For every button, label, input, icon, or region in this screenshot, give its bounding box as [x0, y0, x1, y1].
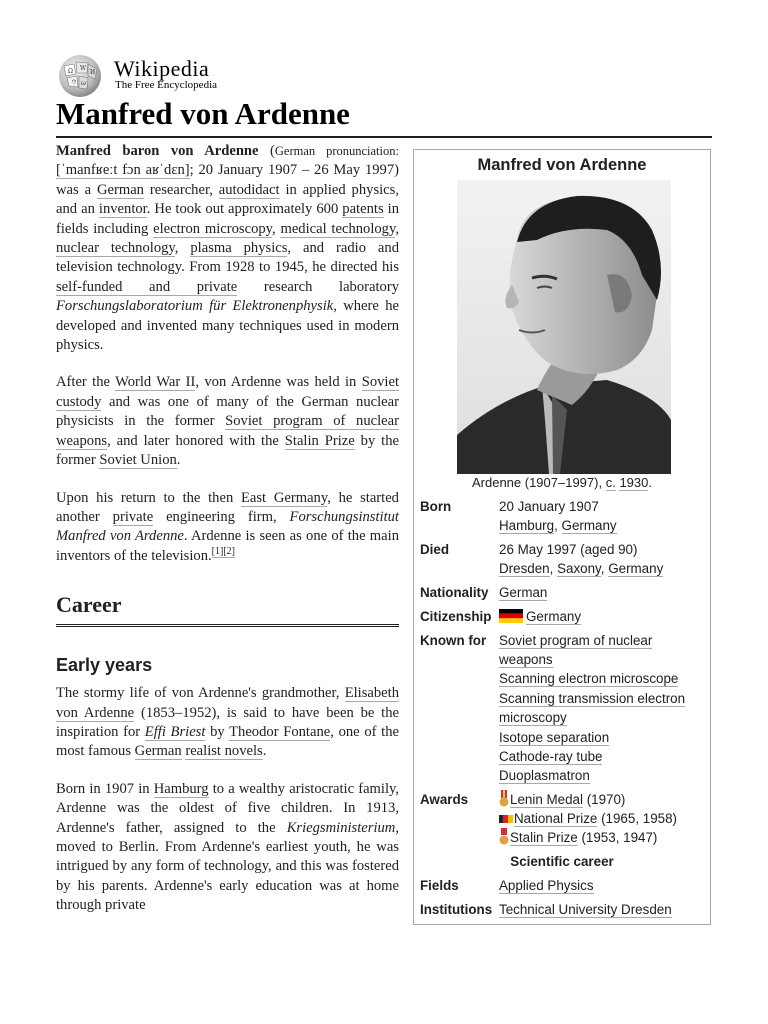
- known-for-item[interactable]: Cathode-ray tube: [499, 749, 603, 765]
- ministry-name: Kriegsministerium: [286, 819, 396, 836]
- link-stalin-prize[interactable]: Stalin Prize: [284, 432, 355, 449]
- link-nuclear-technology[interactable]: nuclear technology: [56, 240, 175, 257]
- lenin-medal-ribbon-icon: [499, 790, 509, 808]
- link-elisabeth-von-ardenne[interactable]: Elisabeth von Ardenne: [56, 685, 399, 721]
- link-medical-technology[interactable]: medical technology: [280, 220, 396, 237]
- award-years: (1953, 1947): [577, 830, 658, 846]
- wikipedia-globe-icon: [56, 54, 104, 98]
- text-span: .: [176, 452, 181, 469]
- text-span: ; 20 January 1907 – 26 May 1997) was a: [56, 162, 399, 198]
- link-east-germany[interactable]: East Germany: [240, 489, 328, 506]
- svg-text:ω: ω: [81, 80, 86, 87]
- link-nationality[interactable]: German: [499, 585, 548, 600]
- award-years: (1970): [582, 792, 626, 807]
- award-item: [499, 809, 704, 828]
- text-span: engineering firm,: [153, 508, 290, 525]
- text-span: by: [205, 723, 230, 740]
- subject-name: Manfred baron von Ardenne: [56, 143, 259, 159]
- wikipedia-logo[interactable]: [56, 54, 256, 98]
- paragraph-postwar: [56, 373, 399, 470]
- link-applied-physics[interactable]: Applied Physics: [499, 878, 594, 893]
- text-span: . He took out approximately 600: [146, 201, 343, 218]
- link-stalin-prize-award[interactable]: Stalin Prize: [510, 830, 578, 846]
- label-citizenship: Citizenship: [420, 609, 492, 624]
- reference-links[interactable]: [1][2]: [211, 545, 235, 557]
- text-span: to a wealthy aristocratic family, Ardenne was the oldest of five children. In 1913, Ardenne's father, assigned to the: [56, 780, 399, 836]
- link-national-prize[interactable]: National Prize: [514, 811, 598, 827]
- link-soviet-program[interactable]: Soviet program of nuclear weapons: [56, 413, 399, 449]
- text-span: , and later honored with the: [107, 432, 285, 449]
- label-nationality: Nationality: [420, 585, 489, 600]
- link-theodor-fontane[interactable]: Theodor Fontane: [229, 723, 331, 740]
- label-born: Born: [420, 499, 452, 514]
- text-span: .: [262, 743, 267, 760]
- label-institutions: Institutions: [420, 902, 493, 917]
- infobox-title: Manfred von Ardenne: [477, 156, 647, 174]
- text-span: , and radio and television technology. From 1928 to 1945, he directed his: [56, 240, 399, 276]
- known-for-list: [499, 631, 704, 786]
- section-heading-career: Career: [56, 592, 399, 627]
- text-span: research laboratory: [237, 278, 399, 295]
- wikipedia-tagline: The Free Encyclopedia: [115, 79, 218, 91]
- value-died: 26 May 1997 (aged 90) Dresden, Saxony, Germany: [499, 540, 704, 578]
- text-span: . Ardenne is seen as one of the main inventors of the television.: [56, 528, 399, 564]
- link-soviet-custody[interactable]: Soviet custody: [56, 374, 399, 410]
- page-title: Manfred von Ardenne: [56, 96, 350, 131]
- link-born-country[interactable]: Germany: [561, 518, 617, 534]
- text-span: The stormy life of von Ardenne's grandmother,: [56, 685, 345, 702]
- award-item: [499, 790, 704, 809]
- svg-text:W: W: [80, 65, 87, 72]
- circa-abbr[interactable]: c.: [605, 475, 616, 490]
- link-born-city[interactable]: Hamburg: [499, 518, 555, 534]
- link-autodidact[interactable]: autodidact: [218, 181, 280, 198]
- title-divider: [56, 136, 712, 138]
- link-plasma-physics[interactable]: plasma physics: [190, 240, 288, 257]
- pronunciation-label: German pronunciation:: [274, 144, 399, 158]
- known-for-item[interactable]: Isotope separation: [499, 730, 610, 746]
- article-body: [56, 142, 399, 1024]
- portrait-caption: Ardenne (1907–1997), c. 1930.: [471, 475, 652, 490]
- paragraph-east-germany: [56, 489, 399, 567]
- link-lenin-medal[interactable]: Lenin Medal: [510, 792, 583, 807]
- firm-name: Forschungsinstitut Manfred von Ardenne: [56, 508, 399, 545]
- value-born: 20 January 1907 Hamburg, Germany: [499, 497, 704, 535]
- label-awards: Awards: [420, 792, 469, 807]
- link-effi-briest[interactable]: Effi Briest: [144, 723, 206, 740]
- svg-text:Ω: Ω: [68, 68, 73, 75]
- known-for-item[interactable]: Scanning transmission electron microscopy: [499, 690, 686, 725]
- link-patents[interactable]: patents: [342, 201, 384, 218]
- text-span: After the: [56, 374, 116, 391]
- link-soviet-union[interactable]: Soviet Union: [99, 452, 177, 469]
- link-1930[interactable]: 1930: [619, 475, 649, 490]
- wikipedia-wordmark: Wikipedia: [114, 56, 210, 81]
- link-died-country[interactable]: Germany: [608, 561, 664, 577]
- lab-name: Forschungslaboratorium für Elektronenphysik: [56, 298, 334, 315]
- known-for-item[interactable]: Soviet program of nuclear weapons: [499, 633, 653, 668]
- text-span: by the former: [56, 432, 399, 469]
- text-span: , he started another: [56, 489, 399, 525]
- link-died-city[interactable]: Dresden: [499, 561, 550, 577]
- intro-paragraph: Manfred baron von Ardenne (German pronunciation: [ˈmanfʁeːt fɔn aʁˈdɛn]; 20 January 1907 – 26 May 1997) was a German researcher, autodidact in applied physics, and an inventor. He took out approximately 600 patents in fields including electron microscopy, medical technology, nuclear technology, plasma physics, and radio and television technology. From 1928 to 1945, he directed his self-funded and private research laboratory Forschungslaboratorium für Elektronenphysik, where he developed and invented many techniques used in modern physics.: [56, 143, 399, 354]
- link-electron-microscopy[interactable]: electron microscopy: [153, 220, 273, 237]
- died-date: 26 May 1997 (aged 90): [499, 542, 638, 557]
- paragraph-childhood: [56, 780, 399, 916]
- national-prize-ribbon-icon: [499, 815, 513, 823]
- known-for-item[interactable]: Scanning electron microscope: [499, 671, 679, 687]
- germany-flag-icon: [499, 609, 523, 623]
- text-span: in fields including: [56, 201, 399, 237]
- awards-list: [499, 790, 704, 848]
- text-span: Born in 1907 in: [56, 780, 154, 797]
- link-private[interactable]: private: [112, 508, 154, 525]
- text-span: researcher,: [143, 181, 219, 198]
- infobox: [413, 149, 711, 925]
- link-inventor[interactable]: inventor: [98, 201, 147, 218]
- stalin-prize-medal-icon: [499, 828, 509, 846]
- link-german[interactable]: German: [96, 181, 144, 198]
- link-hamburg[interactable]: Hamburg: [153, 780, 209, 797]
- text-span: , one of the most famous: [56, 723, 399, 760]
- text-span: , moved to Berlin. From Ardenne's earliest youth, he was intrigued by any form of technology, and this was fostered by his parents. Ardenne's early education was at home through private: [56, 819, 399, 914]
- text-span: Upon his return to the then: [56, 489, 241, 506]
- link-died-state[interactable]: Saxony: [557, 561, 601, 577]
- award-item: [499, 828, 704, 847]
- portrait-photo[interactable]: [457, 180, 671, 474]
- scientific-career-heading: Scientific career: [510, 854, 614, 869]
- ipa-link[interactable]: [ˈmanfʁeːt fɔn aʁˈdɛn]: [56, 162, 190, 179]
- link-self-funded[interactable]: self-funded and private: [56, 278, 238, 295]
- award-years: (1965, 1958): [597, 811, 678, 827]
- text-span: , von Ardenne was held in: [195, 374, 362, 391]
- caption-text: Ardenne (1907–1997),: [471, 475, 606, 490]
- link-realist-novels[interactable]: realist novels: [185, 743, 263, 760]
- link-world-war-ii[interactable]: World War II: [115, 374, 196, 391]
- text-span: in applied physics, and an: [56, 181, 399, 218]
- link-citizenship[interactable]: Germany: [526, 609, 582, 624]
- link-tu-dresden[interactable]: Technical University Dresden: [499, 902, 672, 917]
- text-span: (1853–1952), is said to have been be the inspiration for: [56, 704, 399, 740]
- born-date: 20 January 1907: [499, 499, 599, 514]
- label-died: Died: [420, 542, 450, 557]
- label-known-for: Known for: [420, 633, 487, 648]
- svg-text:ウ: ウ: [71, 79, 78, 86]
- label-fields: Fields: [420, 878, 459, 893]
- subsection-heading-early-years: Early years: [56, 655, 153, 676]
- text-span: , where he developed and invented many techniques used in modern physics.: [56, 298, 399, 354]
- text-span: and was one of many of the German nuclear physicists in the former: [56, 393, 399, 430]
- svg-text:И: И: [90, 69, 96, 76]
- link-german-literature[interactable]: German: [134, 743, 182, 760]
- known-for-item[interactable]: Duoplasmatron: [499, 768, 590, 784]
- paragraph-grandmother: [56, 684, 399, 762]
